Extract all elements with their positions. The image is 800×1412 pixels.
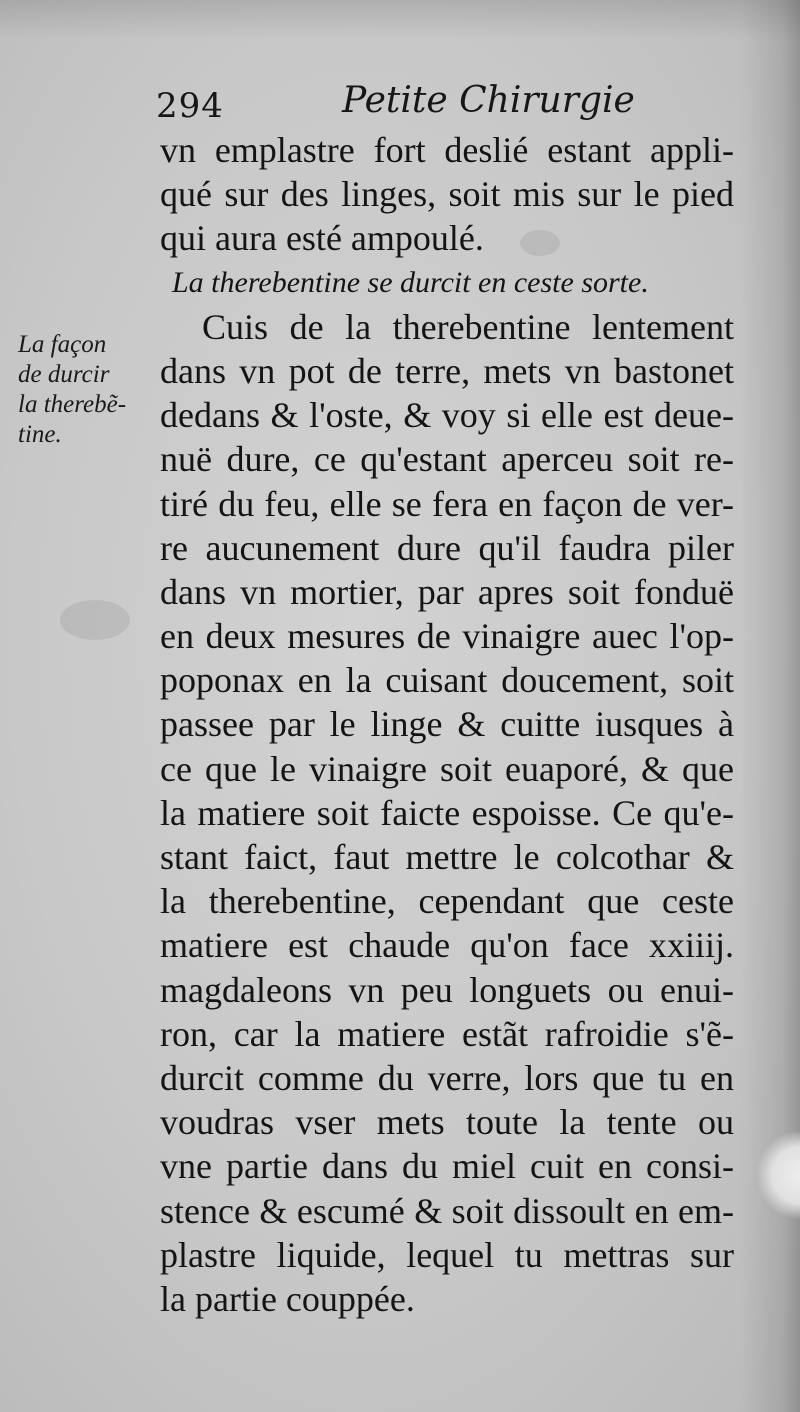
text-line: dans vn pot de terre, mets vn bastonet [160,350,734,391]
text-line: voudras vser mets toute la tente ou [160,1102,734,1143]
margin-note-line: la therebẽ- [18,391,127,418]
page-top-shadow [0,0,800,40]
text-line: passee par le linge & cuitte iusques à [160,704,734,745]
text-line: durcit comme du verre, lors que tu en [160,1057,734,1098]
text-line: qui aura esté ampoulé. [160,218,484,259]
text-line: stence & escumé & soit dissoult en em- [160,1190,734,1231]
text-line: stant faict, faut mettre le colcothar & [160,837,734,877]
margin-note-line: de durcir [18,361,110,388]
margin-note-line: La façon [18,331,107,358]
page-number: 294 [156,86,224,126]
text-line: la therebentine, cependant que ceste [160,881,734,922]
text-line: en deux mesures de vinaigre auec l'op- [160,616,734,657]
text-line: dedans & l'oste, & voy si elle est deue- [160,395,734,436]
text-line: tiré du feu, elle se fera en façon de ver- [160,483,734,524]
text-line: qué sur des linges, soit mis sur le pied [160,174,734,215]
text-line: Cuis de la therebentine lentement [202,306,734,347]
text-line: magdaleons vn peu longuets ou enui- [160,969,734,1010]
text-line: plastre liquide, lequel tu mettras sur [160,1234,734,1275]
section-heading: La therebentine se durcit en ceste sorte. [172,265,649,299]
text-line: ce que le vinaigre soit euaporé, & que [160,748,734,789]
paper-edge-damage [756,1130,800,1220]
paper-stain [60,600,130,640]
text-line: ron, car la matiere estãt rafroidie s'ẽ- [160,1013,734,1054]
page-header [156,76,736,132]
running-title: Petite Chirurgie [342,80,635,121]
body-text [160,128,734,1321]
text-line: re aucunement dure qu'il faudra piler [160,527,734,568]
text-line: nuë dure, ce qu'estant aperceu soit re- [160,439,734,480]
margin-note [18,330,153,450]
text-line: dans vn mortier, par apres soit fonduë [160,571,734,612]
text-line: matiere est chaude qu'on face xxiiij. [160,925,734,966]
margin-note-line: tine. [18,421,62,448]
text-line: vne partie dans du miel cuit en consi- [160,1146,734,1187]
text-line: la matiere soit faicte espoisse. Ce qu'e- [160,792,734,833]
text-line: poponax en la cuisant doucement, soit [160,660,734,701]
text-line: vn emplastre fort deslié estant appli- [160,130,734,170]
text-line: la partie couppée. [160,1278,415,1319]
